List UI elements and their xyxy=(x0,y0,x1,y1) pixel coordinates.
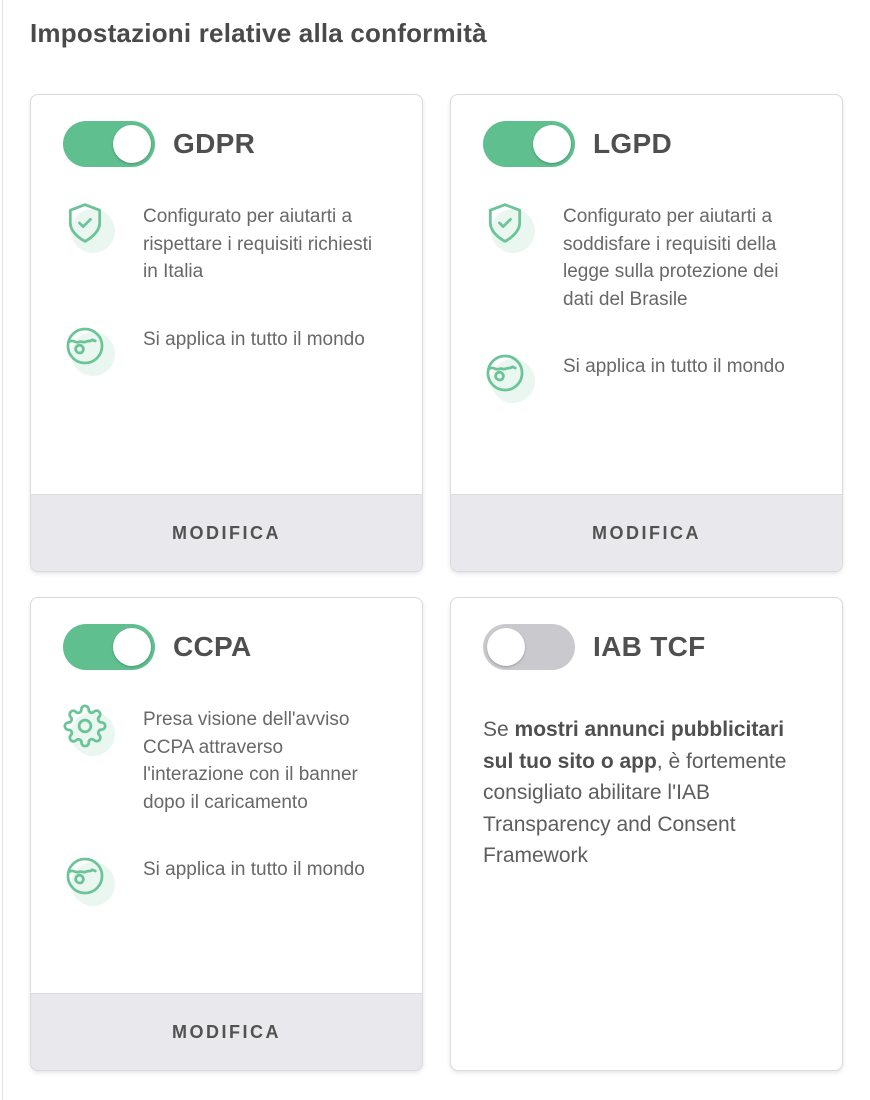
lgpd-features xyxy=(483,201,810,403)
iab-tcf-card xyxy=(450,597,843,1071)
iab-tcf-toggle-knob xyxy=(487,628,525,666)
gdpr-modify-button[interactable]: MODIFICA xyxy=(31,494,422,571)
list-item xyxy=(63,324,390,376)
lgpd-toggle[interactable] xyxy=(483,121,575,167)
list-item xyxy=(63,854,390,906)
globe-icon xyxy=(483,351,535,403)
list-item xyxy=(63,201,390,286)
feature-text: Si applica in tutto il mondo xyxy=(143,859,365,881)
feature-text: Si applica in tutto il mondo xyxy=(563,356,785,378)
page-title: Impostazioni relative alla conformità xyxy=(30,18,487,48)
lgpd-modify-button[interactable]: MODIFICA xyxy=(451,494,842,571)
feature-text: Si applica in tutto il mondo xyxy=(143,328,365,350)
globe-icon xyxy=(63,324,115,376)
globe-icon xyxy=(63,854,115,906)
iab-tcf-card-header xyxy=(483,624,810,670)
gdpr-toggle[interactable] xyxy=(63,121,155,167)
lgpd-card-title: LGPD xyxy=(593,128,672,159)
ccpa-modify-button[interactable]: MODIFICA xyxy=(31,993,422,1070)
gdpr-features xyxy=(63,201,390,376)
shield-check-icon xyxy=(483,201,535,253)
list-item xyxy=(483,351,810,403)
feature-text: Presa visione dell'avviso CCPA attraverso l'interazione con il banner dopo il caricamento xyxy=(143,709,358,813)
description-bold: mostri annunci pubblicitari sul tuo sito o app xyxy=(483,718,785,773)
gdpr-card-header xyxy=(63,121,390,167)
iab-tcf-toggle[interactable] xyxy=(483,624,575,670)
list-item xyxy=(483,201,810,313)
ccpa-card-header xyxy=(63,624,390,670)
ccpa-features xyxy=(63,704,390,906)
iab-tcf-card-title: IAB TCF xyxy=(593,631,706,662)
gdpr-card-title: GDPR xyxy=(173,128,256,159)
iab-tcf-card-body xyxy=(451,598,842,1070)
feature-text: Configurato per aiutarti a soddisfare i requisiti della legge sulla protezione dei dati del Brasile xyxy=(563,206,779,310)
feature-text: Configurato per aiutarti a rispettare i requisiti richiesti in Italia xyxy=(143,206,373,283)
lgpd-card-body xyxy=(451,95,842,494)
shield-check-icon xyxy=(63,201,115,253)
iab-tcf-description xyxy=(483,714,801,872)
gdpr-toggle-knob xyxy=(113,125,151,163)
ccpa-card-body xyxy=(31,598,422,993)
ccpa-card xyxy=(30,597,423,1071)
ccpa-toggle[interactable] xyxy=(63,624,155,670)
ccpa-toggle-knob xyxy=(113,628,151,666)
compliance-cards-grid xyxy=(30,94,843,1071)
lgpd-toggle-knob xyxy=(533,125,571,163)
ccpa-card-title: CCPA xyxy=(173,631,252,662)
gdpr-card xyxy=(30,94,423,572)
description-suffix: , è fortemente consigliato abilitare l'IAB Transparency and Consent Framework xyxy=(483,749,787,867)
list-item xyxy=(63,704,390,816)
lgpd-card xyxy=(450,94,843,572)
description-prefix: Se xyxy=(483,718,515,741)
gear-icon xyxy=(63,704,115,756)
lgpd-card-header xyxy=(483,121,810,167)
gdpr-card-body xyxy=(31,95,422,494)
